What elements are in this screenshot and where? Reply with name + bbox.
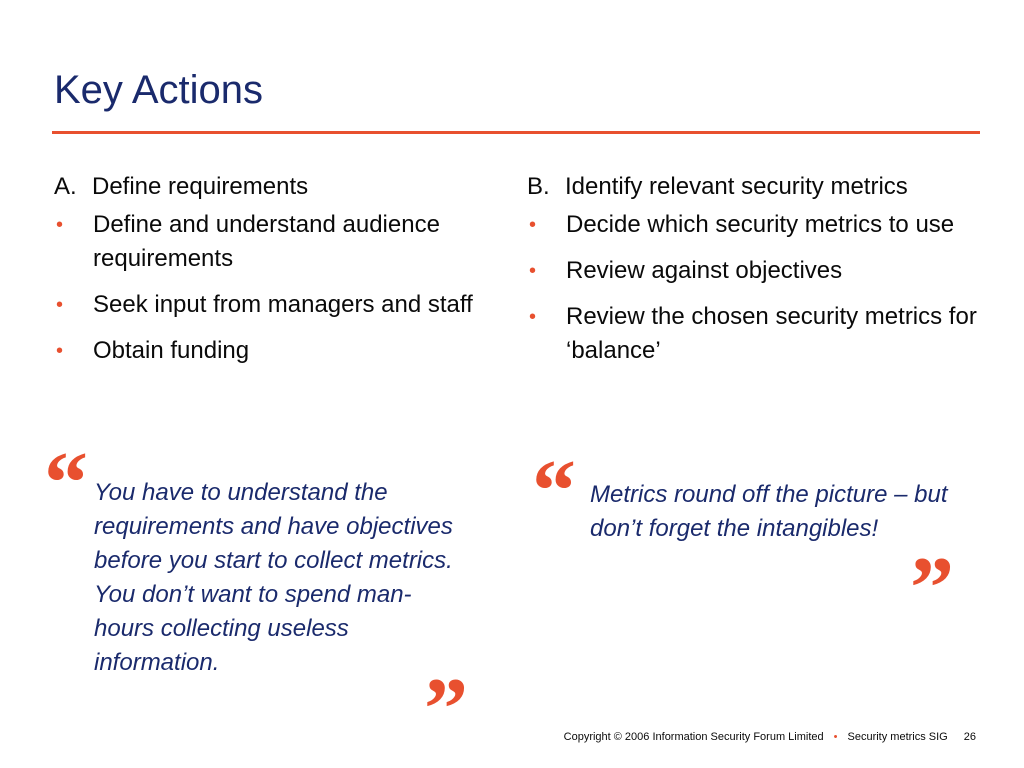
bullet-icon: • bbox=[529, 260, 537, 282]
quote-requirements: You have to understand the requirements and have objectives before you start to collect metrics. You don’t want to spend man-hours collecting useless information. bbox=[94, 479, 453, 676]
column-identify-metrics bbox=[527, 170, 987, 380]
bullet-icon: • bbox=[529, 214, 537, 236]
column-a-heading-text: Define requirements bbox=[92, 173, 309, 200]
bullet-text: Review against objectives bbox=[566, 257, 843, 284]
bullet-text: Seek input from managers and staff bbox=[93, 291, 473, 318]
list-item bbox=[54, 288, 516, 322]
open-quote-icon: “ bbox=[532, 443, 576, 540]
column-b-letter: B. bbox=[527, 173, 550, 200]
list-item bbox=[527, 300, 987, 368]
page-number: 26 bbox=[963, 731, 976, 743]
column-b-heading-text: Identify relevant security metrics bbox=[565, 173, 908, 200]
list-item bbox=[527, 208, 987, 242]
list-item bbox=[54, 334, 516, 368]
title-divider bbox=[52, 131, 980, 134]
list-item bbox=[54, 208, 516, 276]
bullet-text: Review the chosen security metrics for ‘balance’ bbox=[566, 303, 977, 364]
list-item bbox=[527, 254, 987, 288]
column-define-requirements bbox=[54, 170, 516, 380]
footer-separator-icon: • bbox=[833, 731, 838, 743]
open-quote-icon: “ bbox=[44, 435, 88, 532]
column-a-letter: A. bbox=[54, 173, 77, 200]
slide-title: Key Actions bbox=[54, 68, 264, 112]
bullet-icon: • bbox=[56, 214, 64, 236]
bullet-icon: • bbox=[56, 340, 64, 362]
footer-copyright: Copyright © 2006 Information Security Forum Limited bbox=[563, 731, 824, 743]
column-b-bullet-list bbox=[527, 208, 987, 368]
bullet-text: Decide which security metrics to use bbox=[566, 211, 955, 238]
footer-section: Security metrics SIG bbox=[847, 731, 948, 743]
slide-footer bbox=[564, 731, 976, 743]
column-a-bullet-list bbox=[54, 208, 516, 368]
column-a-heading bbox=[54, 170, 516, 204]
close-quote-icon: ” bbox=[910, 540, 954, 637]
bullet-icon: • bbox=[56, 294, 64, 316]
bullet-icon: • bbox=[529, 306, 537, 328]
bullet-text: Define and understand audience requirements bbox=[93, 211, 440, 272]
quote-intangibles: Metrics round off the picture – but don’t forget the intangibles! bbox=[590, 481, 948, 542]
bullet-text: Obtain funding bbox=[93, 337, 250, 364]
column-b-heading bbox=[527, 170, 987, 204]
close-quote-icon: ” bbox=[424, 661, 468, 758]
